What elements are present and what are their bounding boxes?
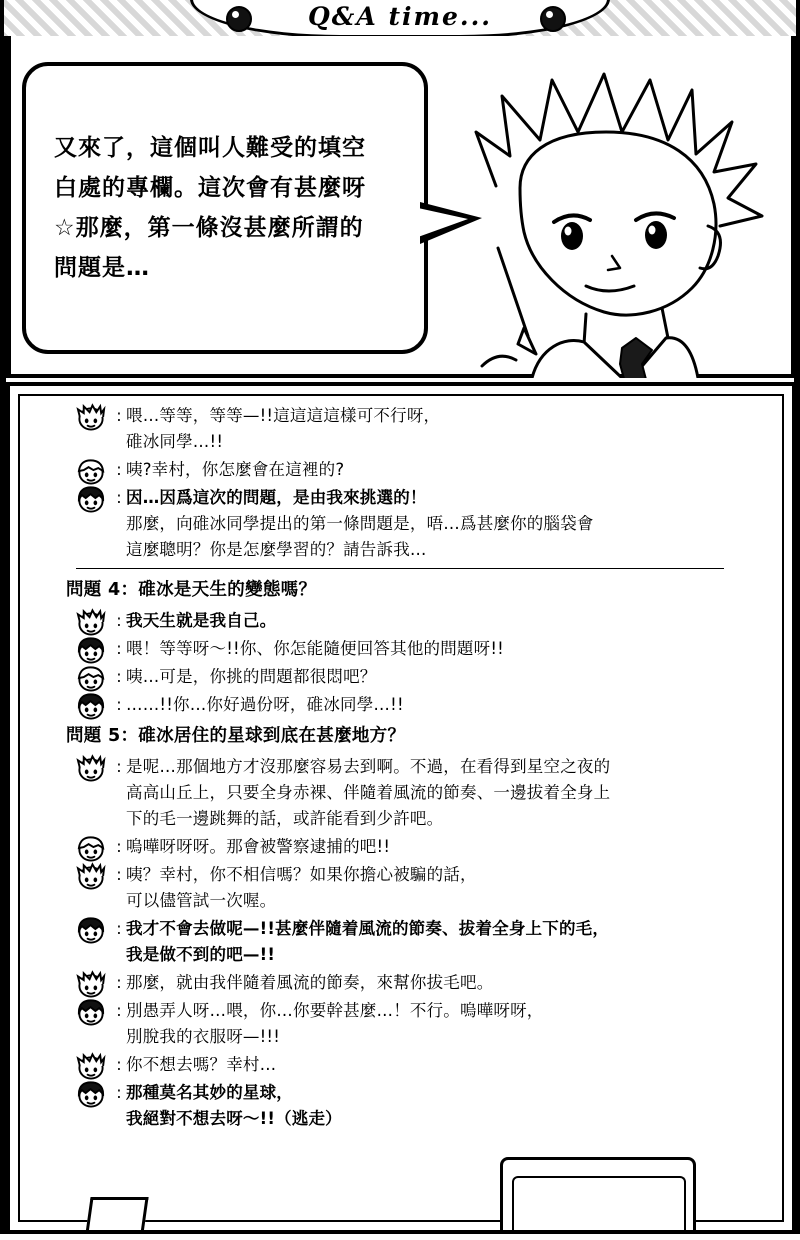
dialogue-colon: : [116,460,122,479]
qa-dialogue-line [20,635,784,663]
dialogue-text-row: 是呢…那個地方才沒那麼容易去到啊。不過，在看得到星空之夜的 [126,757,611,776]
qa-question-text: ：碓冰居住的星球到底在甚麼地方？ [120,726,406,746]
dialogue-colon: : [116,695,122,714]
page-bottom-strip [0,1234,800,1240]
dark-hair-face-icon [76,998,106,1026]
dialogue-text-row: 下的毛一邊跳舞的話，或許能看到少許吧。 [126,809,444,828]
spiky-hair-face-icon [76,608,106,636]
dialogue-colon: : [116,757,122,776]
dialogue-colon: : [116,865,122,884]
dialogue-text-row: 這麼聰明？你是怎麼學習的？請告訴我… [126,540,427,559]
dialogue-text [126,916,776,968]
dialogue-text-row: 喂！等等呀～!!你、你怎能隨便回答其他的問題呀!! [126,639,504,658]
qa-dialogue-line [20,753,784,833]
dialogue-colon: : [116,639,122,658]
qa-question-number: 問題 5 [66,726,121,746]
dialogue-text [126,636,776,662]
dialogue-text-row: 你不想去嗎？幸村… [126,1055,277,1074]
qa-panel [6,382,796,1234]
top-banner [0,0,800,36]
dialogue-text-row: 我才不會去做呢—!!甚麼伴隨着風流的節奏、拔着全身上下的毛， [126,919,610,938]
dialogue-colon: : [116,837,122,856]
qa-dialogue-line [20,607,784,635]
qa-dialogue-line [20,969,784,997]
dialogue-text-row: 咦？幸村，你不相信嗎？如果你擔心被騙的話， [126,865,477,884]
corner-object-inner [512,1176,686,1234]
dialogue-text-row: ……!!你…你好過份呀，碓冰同學…!! [126,695,404,714]
dialogue-text [126,664,776,690]
character-illustration [436,36,796,378]
qa-dialogue-line [20,833,784,861]
short-hair-face-icon [76,834,106,862]
dialogue-text-row: 喂…等等，等等—!!這這這這樣可不行呀， [126,406,441,425]
qa-dialogue-line [20,915,784,969]
dark-hair-face-icon [76,1080,106,1108]
top-illustration-panel [6,36,796,378]
dialogue-colon: : [116,1055,122,1074]
dark-hair-face-icon [76,916,106,944]
dialogue-text-row: 可以儘管試一次喔。 [126,891,277,910]
dialogue-text [126,403,776,455]
dialogue-text [126,1080,776,1132]
qa-dialogue-line [20,1079,784,1133]
dialogue-text [126,862,776,914]
dialogue-text-row: 咦?幸村，你怎麼會在這裡的? [126,460,345,479]
dialogue-text-row: 嗚嘩呀呀呀。那會被警察逮捕的吧!! [126,837,391,856]
short-hair-face-icon [76,664,106,692]
qa-question-number: 問題 4 [66,580,121,600]
dialogue-text [126,970,776,996]
panel-border-left [6,36,11,378]
short-hair-face-icon [76,457,106,485]
dialogue-text [126,1052,776,1078]
dialogue-text-row: 那麼，向碓冰同學提出的第一條問題是，唔…爲甚麼你的腦袋會 [126,514,594,533]
qa-dialogue-line [20,691,784,719]
dialogue-text-row: 別愚弄人呀…喂，你…你要幹甚麼…！不行。嗚嘩呀呀， [126,1001,544,1020]
spiky-hair-face-icon [76,970,106,998]
dialogue-text-row: 我絕對不想去呀～!!（逃走） [126,1109,342,1128]
dialogue-colon: : [116,611,122,630]
qa-dialogue-line [20,402,784,456]
dark-hair-face-icon [76,636,106,664]
dialogue-text [126,608,776,634]
qa-question-heading [20,573,784,607]
dialogue-text-row: 咦…可是，你挑的問題都很悶吧？ [126,667,377,686]
dialogue-text-row: 高高山丘上，只要全身赤裸、伴隨着風流的節奏、一邊拔着全身上 [126,783,611,802]
dialogue-text-row: 碓冰同學…!! [126,432,224,451]
spiky-hair-face-icon [76,1052,106,1080]
dialogue-text-row: 我天生就是我自己。 [126,611,277,630]
dialogue-colon: : [116,919,122,938]
section-divider [76,568,724,569]
dialogue-text [126,692,776,718]
dialogue-text [126,457,776,483]
corner-tab-shape [85,1197,148,1234]
dialogue-text [126,754,776,832]
qa-panel-inner-border [18,394,784,1222]
dialogue-colon: : [116,406,122,425]
banner-title: Q&A time... [308,2,492,31]
qa-entry-list [20,402,784,1133]
dialogue-colon: : [116,488,122,507]
dialogue-text [126,834,776,860]
dialogue-text [126,998,776,1050]
spiky-hair-face-icon [76,403,106,431]
qa-dialogue-line [20,997,784,1051]
speech-bubble-text: 又來了，這個叫人難受的填空白處的專欄。這次會有甚麼呀☆那麼，第一條沒甚麼所謂的問題是… [54,135,366,281]
dark-hair-face-icon [76,485,106,513]
qa-dialogue-line [20,456,784,484]
dialogue-colon: : [116,1001,122,1020]
qa-question-heading [20,719,784,753]
dialogue-text-row: 因…因爲這次的問題，是由我來挑選的！ [126,488,427,507]
dialogue-text-row: 那麼，就由我伴隨着風流的節奏，來幫你拔毛吧。 [126,973,494,992]
dialogue-colon: : [116,973,122,992]
dialogue-text [126,485,776,563]
spiky-hair-face-icon [76,862,106,890]
dialogue-colon: : [116,1083,122,1102]
dark-hair-face-icon [76,692,106,720]
qa-question-text: ：碓冰是天生的變態嗎？ [120,580,317,600]
qa-dialogue-line [20,663,784,691]
dialogue-text-row: 別脫我的衣服呀—!!! [126,1027,281,1046]
spiky-hair-face-icon [76,754,106,782]
dialogue-colon: : [116,667,122,686]
qa-dialogue-line [20,861,784,915]
dialogue-text-row: 我是做不到的吧—!! [126,945,276,964]
qa-dialogue-line [20,1051,784,1079]
dialogue-text-row: 那種莫名其妙的星球， [126,1083,293,1102]
qa-dialogue-line [20,484,784,564]
